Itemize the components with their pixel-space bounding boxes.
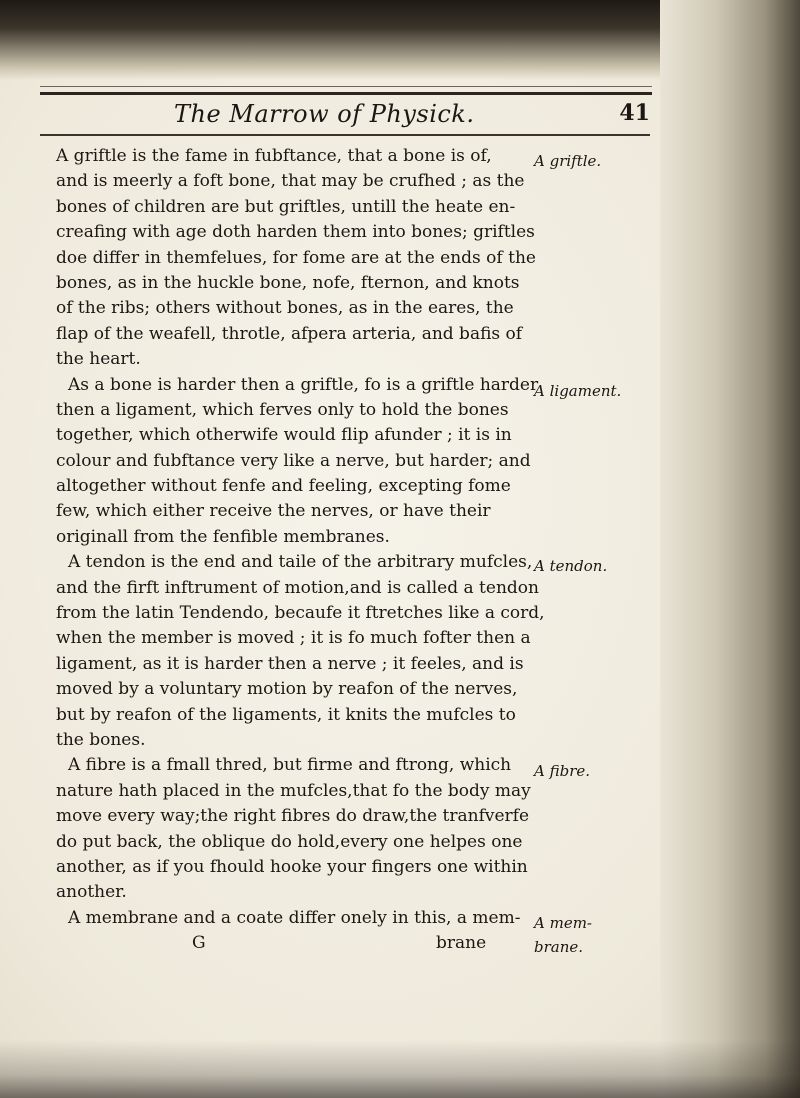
text-line: the heart. <box>56 349 141 370</box>
margin-note-membrane-cont: brane. <box>534 938 584 956</box>
margin-note-griftle: A griftle. <box>534 152 602 170</box>
page-bottom-shadow <box>0 1040 800 1098</box>
text-line: few, which either receive the nerves, or have their <box>56 501 491 522</box>
text-line: from the latin Tendendo, becaufe it ftretches like a cord, <box>56 603 545 624</box>
margin-note-ligament: A ligament. <box>534 382 622 400</box>
text-line: As a bone is harder then a griftle, fo is a griftle harder <box>68 374 539 395</box>
text-line: the bones. <box>56 729 146 750</box>
text-line: move every way;the right fibres do draw,the tranfverfe <box>56 806 530 827</box>
signature-mark: G <box>192 933 206 954</box>
text-line: and is meerly a foft bone, that may be crufhed ; as the <box>56 171 525 192</box>
text-line: colour and fubftance very like a nerve, but harder; and <box>56 450 531 471</box>
text-line: A tendon is the end and taile of the arbitrary mufcles, <box>68 552 533 573</box>
text-line: originall from the fenfible membranes. <box>56 526 390 547</box>
running-header <box>40 100 650 134</box>
text-line: together, which otherwife would flip afunder ; it is in <box>56 425 512 446</box>
text-line: creafing with age doth harden them into bones; griftles <box>56 222 535 243</box>
running-title: The Marrow of Physick. <box>174 100 475 128</box>
text-line: ligament, as it is harder then a nerve ; it feeles, and is <box>56 653 524 674</box>
text-line: then a ligament, which ferves only to hold the bones <box>56 399 509 420</box>
text-line: doe differ in themfelues, for fome are at the ends of the <box>56 247 536 268</box>
text-line: another. <box>56 882 127 903</box>
text-line: flap of the weafell, throtle, afpera arteria, and bafis of <box>56 323 523 344</box>
text-line: of the ribs; others without bones, as in the eares, the <box>56 298 514 319</box>
text-line: when the member is moved ; it is fo much fofter then a <box>56 628 531 649</box>
margin-note-fibre: A fibre. <box>534 762 591 780</box>
text-line: nature hath placed in the mufcles,that fo the body may <box>56 780 531 801</box>
text-line: another, as if you fhould hooke your fingers one within <box>56 856 528 877</box>
signature-line <box>56 931 526 956</box>
margin-note-tendon: A tendon. <box>534 557 608 575</box>
top-rule <box>40 92 652 95</box>
text-line: do put back, the oblique do hold,every one helpes one <box>56 831 523 852</box>
text-line: and the firft inftrument of motion,and is called a tendon <box>56 577 539 598</box>
catchword: brane <box>436 933 487 954</box>
page-gutter-shadow <box>660 0 800 1098</box>
margin-note-membrane: A mem- <box>534 914 592 932</box>
header-rule <box>40 134 650 136</box>
text-line: bones of children are but griftles, untill the heate en- <box>56 196 516 217</box>
top-thin-rule <box>40 86 652 87</box>
text-line: A fibre is a fmall thred, but firme and ftrong, which <box>68 755 512 776</box>
page-number: 41 <box>619 100 650 126</box>
text-line: bones, as in the huckle bone, nofe, fternon, and knots <box>56 272 520 293</box>
text-line: A griftle is the fame in fubftance, that a bone is of, <box>56 146 492 166</box>
text-line: moved by a voluntary motion by reafon of the nerves, <box>56 679 518 700</box>
body-text <box>56 144 545 957</box>
text-line: but by reafon of the ligaments, it knits the mufcles to <box>56 704 516 725</box>
text-line: altogether without fenfe and feeling, excepting fome <box>56 476 511 497</box>
text-line: A membrane and a coate differ onely in this, a mem- <box>68 907 521 928</box>
